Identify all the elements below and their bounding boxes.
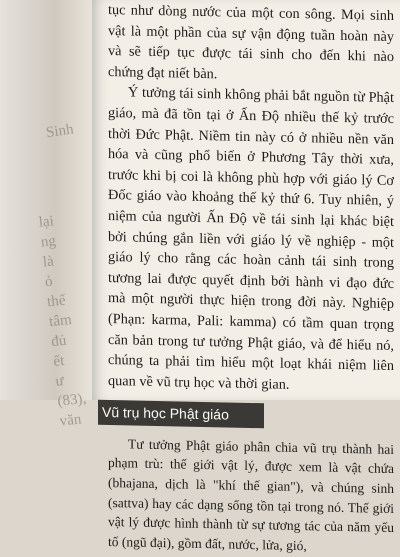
paragraph-cosmology: Tư tưởng Phật giáo phân chia vũ trụ thành hai phạm trù: thế giới vật lý, được xem là vật chứa (bhajana, dịch là "khí thế gian"), và chúng sinh (sattva) hay các dạng sống tồn tại trong nó. Thế giới vật lý được hình thành từ sự tương tác của năm yếu tố (ngũ đại), gồm đất, nước, lửa, gió,	[108, 436, 394, 554]
paragraph-continuation: tục như dòng nước của một con sông. Mọi sinh vật là một phần của sự vận động tuần hoàn này và sẽ tiếp tục được tái sinh cho đến khi nào chứng đạt niết bàn.	[108, 2, 394, 83]
adjacent-fragment: thế	[46, 292, 67, 311]
paragraph-rebirth-origin: Ý tưởng tái sinh không phải bắt nguồn từ Phật giáo, mà đã tồn tại ở Ấn Độ nhiều thế kỷ trước thời Đức Phật. Niềm tin này có ở nhiều nền văn hóa và cũng phổ biến ở Phương Tây thời xưa, trước khi bị coi là không phù hợp với giáo lý Cơ Đốc giáo vào khoảng thế kỷ thứ 6. Tuy nhiên, ý niệm của người Ấn Độ về tái sinh lại khác biệt bởi chúng gắn liền với giáo lý về nghiệp - một giáo lý cho rằng các hoàn cảnh tái sinh trong tương lai được quyết định bởi hành vi đạo đức mà một người thực hiện trong đời này. Nghiệp (Phạn: karma, Pali: kamma) có tầm quan trọng căn bản trong tư tưởng Phật giáo, và để hiểu nó, chúng ta phải tìm hiểu một loạt khái niệm liên quan về vũ trụ học và thời gian.	[108, 84, 394, 393]
page-body	[102, 0, 394, 557]
adjacent-fragment: đủ	[50, 332, 68, 351]
adjacent-fragment: ết	[52, 352, 66, 370]
adjacent-fragment: (83),	[56, 390, 88, 410]
adjacent-fragment: ỏ	[44, 273, 54, 291]
book-page	[92, 0, 400, 554]
adjacent-fragment: ư	[54, 373, 65, 390]
adjacent-page-fragment: Sinh	[45, 121, 75, 142]
adjacent-fragment: là	[42, 253, 55, 271]
adjacent-fragment: văn	[58, 411, 83, 430]
adjacent-fragment: tâm	[48, 311, 73, 331]
adjacent-fragment: lại	[37, 213, 55, 231]
section-heading: Vũ trụ học Phật giáo	[98, 400, 264, 428]
adjacent-fragment: ng	[40, 233, 57, 251]
